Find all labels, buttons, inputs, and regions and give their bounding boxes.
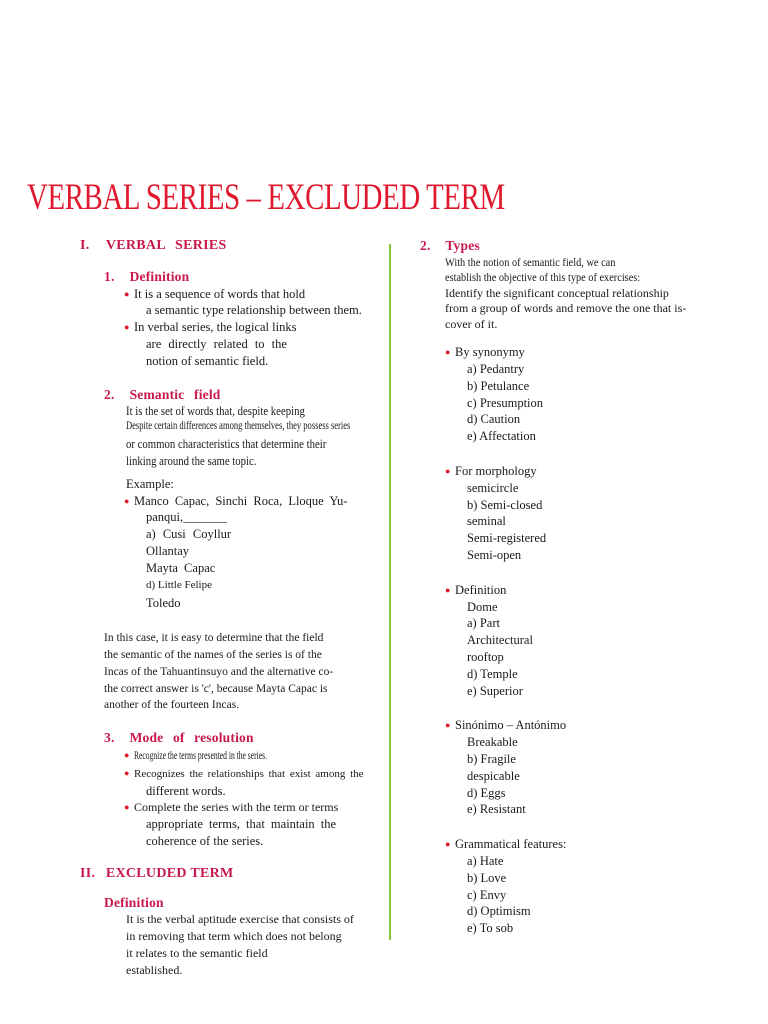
- exercise-option: seminal: [467, 514, 506, 529]
- exercise-option: a) Part: [467, 616, 500, 631]
- excluded-definition-line-2: in removing that term which does not belong: [126, 929, 342, 944]
- explanation-line-3: Incas of the Tahuantinsuyo and the alternative co-: [104, 665, 334, 678]
- types-intro-line-1: With the notion of semantic field, we can: [445, 254, 616, 269]
- explanation-line-2: the semantic of the names of the series is of the: [104, 648, 322, 661]
- definition-subsection: [80, 269, 390, 370]
- exercise-group-label: [445, 582, 740, 599]
- exercise-option: b) Semi-closed: [467, 497, 543, 512]
- page-title: VERBAL SERIES – EXCLUDED TERM: [27, 177, 505, 218]
- excluded-definition-line-1: It is the verbal aptitude exercise that consists of: [126, 912, 354, 927]
- resolution-bullet-3-line-2: appropriate terms, that maintain the: [146, 817, 337, 832]
- example-option-d: d) Little Felipe: [146, 578, 212, 591]
- excluded-definition-line-3: it relates to the semantic field: [126, 945, 268, 960]
- example-label: Example:: [126, 476, 174, 491]
- exercise-option: d) Optimism: [467, 904, 531, 919]
- bullet-icon: ●: [445, 347, 451, 358]
- semantic-field-line-4: linking around the same topic.: [126, 453, 257, 468]
- right-column: [420, 238, 740, 937]
- exercise-group: [445, 836, 740, 937]
- subsection-number: 1.: [104, 268, 115, 284]
- definition-heading: [104, 269, 390, 286]
- exercise-option: a) Pedantry: [467, 362, 525, 377]
- exercise-option: e) Resistant: [467, 802, 526, 817]
- exercise-option: c) Envy: [467, 887, 507, 902]
- definition-bullet-2-line-2: are directly related to the: [146, 336, 287, 351]
- resolution-bullet-3-line-3: coherence of the series.: [146, 833, 264, 848]
- exercise-option: a) Hate: [467, 854, 504, 869]
- example-option-e: Toledo: [146, 596, 181, 611]
- exercise-option: e) Affectation: [467, 429, 536, 444]
- exercise-group-label: [445, 836, 740, 853]
- exercise-group: [445, 717, 740, 818]
- mode-of-resolution-heading: [104, 730, 390, 747]
- example-option-a: a) Cusi Coyllur: [146, 527, 232, 542]
- exercise-group-label: [445, 463, 740, 480]
- bullet-icon: ●: [124, 495, 130, 506]
- bullet-icon: ●: [445, 720, 451, 731]
- bullet-icon: ●: [124, 802, 130, 813]
- bullet-icon: ●: [445, 839, 451, 850]
- exercise-group-label: [445, 344, 740, 361]
- left-column: [80, 238, 390, 978]
- section-verbal-series-heading: [80, 238, 390, 255]
- definition-bullet-1-line-2: a semantic type relationship between them.: [146, 303, 362, 318]
- exercise-option: b) Fragile: [467, 752, 516, 767]
- exercise-option: d) Eggs: [467, 785, 506, 800]
- definition-bullet-1-line-1: It is a sequence of words that hold: [134, 286, 306, 301]
- resolution-bullet-3-line-1: Complete the series with the term or terms: [134, 800, 339, 815]
- types-intro-line-5: cover of it.: [445, 316, 498, 331]
- semantic-field-heading: [104, 387, 390, 404]
- types-intro-line-2: establish the objective of this type of exercises:: [445, 270, 641, 285]
- types-intro: [420, 255, 740, 333]
- exercise-option: Dome: [467, 599, 498, 614]
- section-number: II.: [80, 865, 96, 881]
- mode-of-resolution-subsection: [80, 730, 390, 850]
- explanation-line-1: In this case, it is easy to determine that the field: [104, 632, 324, 645]
- subsection-number: 3.: [104, 730, 115, 746]
- types-heading: [420, 238, 740, 255]
- resolution-bullet-2-line-2: different words.: [146, 783, 226, 798]
- types-intro-line-4: from a group of words and remove the one that is-: [445, 301, 687, 316]
- subsection-title: Mode of resolution: [129, 730, 254, 746]
- excluded-definition-line-4: established.: [126, 962, 183, 977]
- semantic-field-line-2: Despite certain differences among themselves, they possess series: [126, 420, 351, 433]
- exercise-group-label-text: By synonymy: [455, 345, 525, 360]
- section-excluded-term-heading: [80, 866, 390, 883]
- semantic-field-line-1: It is the set of words that, despite keeping: [126, 404, 305, 419]
- section-title: EXCLUDED TERM: [105, 865, 234, 881]
- exercise-option: d) Caution: [467, 412, 521, 427]
- exercise-option: Architectural: [467, 633, 533, 648]
- explanation-line-5: another of the fourteen Incas.: [104, 699, 240, 712]
- definition-bullet-2-line-3: notion of semantic field.: [146, 353, 269, 368]
- excluded-term-definition: [80, 895, 390, 979]
- exercise-option: despicable: [467, 768, 520, 783]
- example-series-line-2: panqui,_______: [146, 510, 227, 525]
- semantic-field-line-3: or common characteristics that determine their: [126, 437, 327, 452]
- exercise-group-label-text: For morphology: [455, 464, 537, 479]
- exercise-group-label-text: Grammatical features:: [455, 837, 567, 852]
- definition-bullet-2-line-1: In verbal series, the logical links: [134, 320, 297, 335]
- exercise-option: rooftop: [467, 650, 504, 665]
- example-series-line-1: Manco Capac, Sinchi Roca, Lloque Yu-: [134, 493, 348, 508]
- subsection-title: Types: [445, 238, 480, 253]
- resolution-bullet-1: Recognize the terms presented in the series.: [134, 749, 267, 762]
- exercise-group-label: [445, 717, 740, 734]
- exercise-group-label-text: Sinónimo – Antónimo: [455, 718, 567, 733]
- exercise-option: b) Petulance: [467, 378, 530, 393]
- subsection-number: 2.: [104, 386, 115, 402]
- bullet-icon: ●: [445, 466, 451, 477]
- bullet-icon: ●: [124, 767, 130, 778]
- exercise-option: Semi-registered: [467, 531, 547, 546]
- exercise-option: Semi-open: [467, 548, 522, 563]
- exercise-groups: [420, 344, 740, 937]
- bullet-icon: ●: [445, 584, 451, 595]
- exercise-option: e) To sob: [467, 921, 514, 936]
- section-title: VERBAL SERIES: [105, 238, 227, 253]
- subsection-title: Definition: [129, 268, 190, 284]
- bullet-icon: ●: [124, 288, 130, 299]
- exercise-group: [445, 463, 740, 564]
- excluded-definition-heading: Definition: [104, 894, 164, 910]
- exercise-option: b) Love: [467, 870, 507, 885]
- bullet-icon: ●: [124, 322, 130, 333]
- example-option-b: Ollantay: [146, 543, 190, 558]
- exercise-option: c) Presumption: [467, 395, 544, 410]
- types-intro-line-3: Identify the significant conceptual relationship: [445, 285, 669, 300]
- exercise-option: semicircle: [467, 480, 519, 495]
- section-number: I.: [80, 238, 90, 253]
- subsection-title: Semantic field: [129, 386, 221, 402]
- semantic-field-subsection: [80, 387, 390, 715]
- exercise-group: [445, 344, 740, 445]
- resolution-bullet-2-line-1: Recognizes the relationships that exist among the: [134, 767, 364, 780]
- example-option-c: Mayta Capac: [146, 560, 216, 575]
- explanation-line-4: the correct answer is 'c', because Mayta Capac is: [104, 682, 328, 695]
- exercise-option: Breakable: [467, 735, 518, 750]
- exercise-option: d) Temple: [467, 666, 518, 681]
- exercise-option: e) Superior: [467, 683, 523, 698]
- exercise-group: [445, 582, 740, 700]
- bullet-icon: ●: [124, 749, 130, 760]
- exercise-group-label-text: Definition: [455, 582, 507, 597]
- subsection-number: 2.: [420, 238, 431, 253]
